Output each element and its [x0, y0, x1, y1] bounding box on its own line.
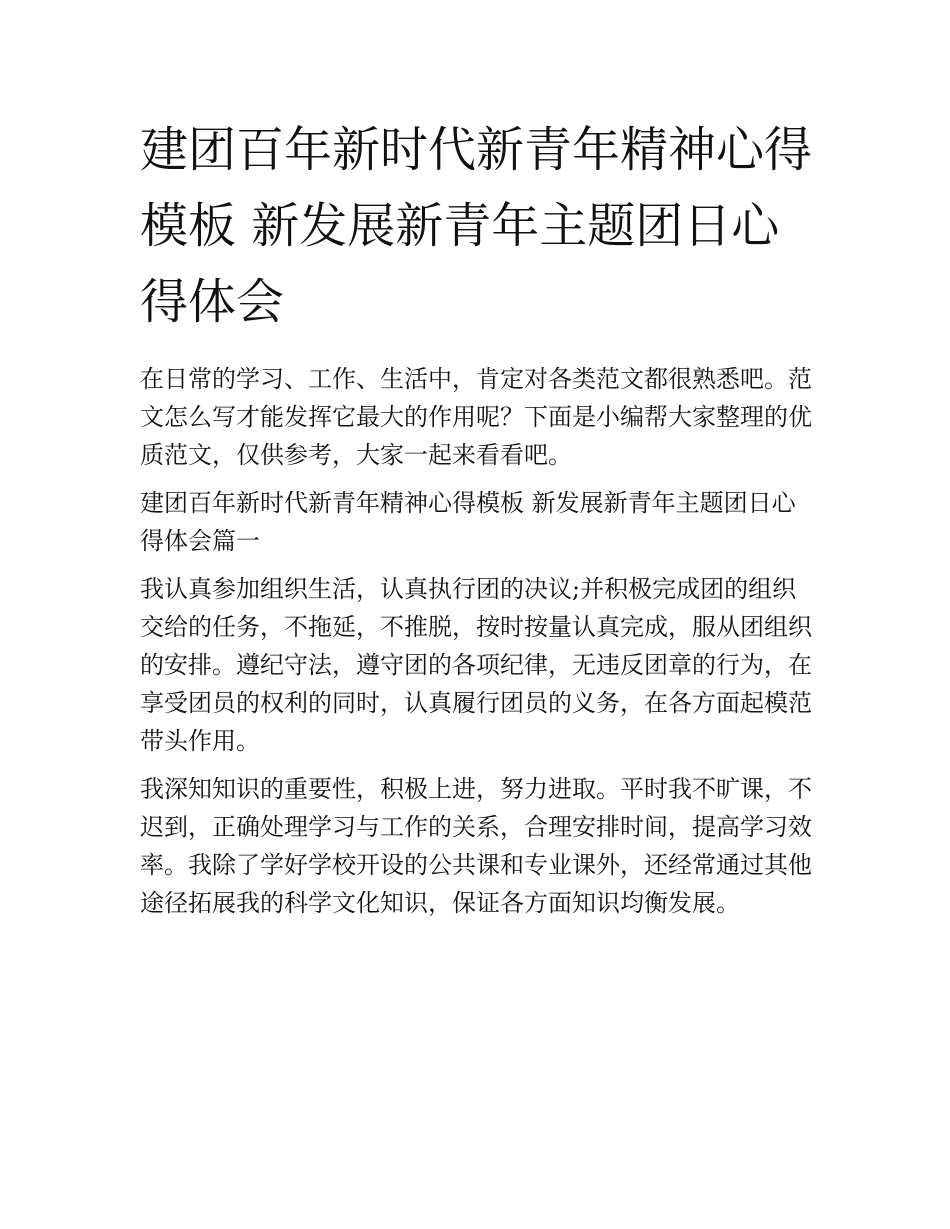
document-page [140, 112, 812, 932]
body-paragraph: 我深知知识的重要性，积极上进，努力进取。平时我不旷课，不迟到，正确处理学习与工作的关系，合理安排时间，提高学习效率。我除了学好学校开设的公共课和专业课外，还经常通过其他途径拓展我的科学文化知识，保证各方面知识均衡发展。 [140, 775, 812, 917]
document-title: 建团百年新时代新青年精神心得模板 新发展新青年主题团日心得体会 [140, 122, 813, 330]
intro-paragraph: 在日常的学习、工作、生活中，肯定对各类范文都很熟悉吧。范文怎么写才能发挥它最大的作用呢？下面是小编帮大家整理的优质范文，仅供参考，大家一起来看看吧。 [140, 365, 812, 469]
body-paragraph: 我认真参加组织生活，认真执行团的决议;并积极完成团的组织交给的任务，不拖延，不推脱，按时按量认真完成，服从团组织的安排。遵纪守法，遵守团的各项纪律，无违反团章的行为，在享受团员的权利的同时，认真履行团员的义务，在各方面起模范带头作用。 [140, 575, 812, 755]
section-heading: 建团百年新时代新青年精神心得模板 新发展新青年主题团日心得体会篇一 [140, 489, 796, 555]
